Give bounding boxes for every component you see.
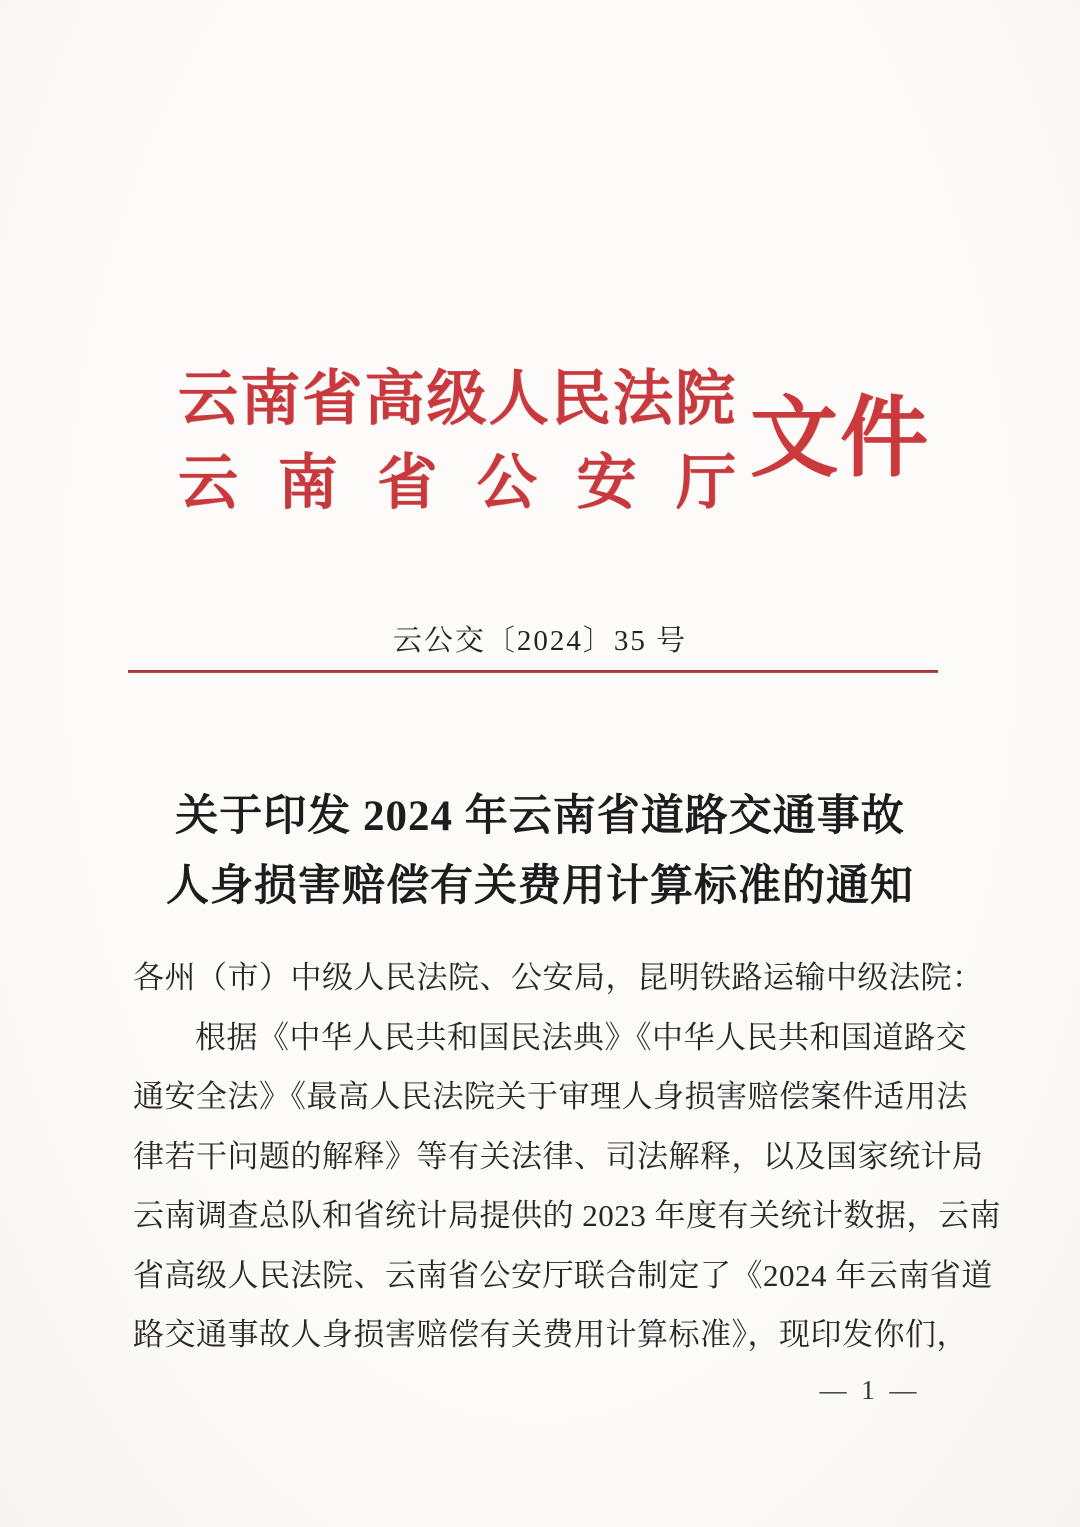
paragraph-line: 云南调查总队和省统计局提供的 2023 年度有关统计数据，云南	[133, 1198, 1001, 1233]
paragraph-line: 通安全法》《最高人民法院关于审理人身损害赔偿案件适用法	[133, 1079, 968, 1114]
agency-name-court: 云南省高级人民法院	[178, 366, 736, 432]
doc-title-line-1: 关于印发 2024 年云南省道路交通事故	[175, 793, 905, 840]
paragraph-line: 根据《中华人民共和国民法典》《中华人民共和国道路交	[195, 1019, 967, 1055]
paragraph-line: 省高级人民法院、云南省公安厅联合制定了《2024 年云南省道	[133, 1257, 993, 1293]
doc-title-line-2: 人身损害赔偿有关费用计算标准的通知	[166, 863, 914, 910]
paragraph-line: 路交通事故人身损害赔偿有关费用计算标准》，现印发你们，	[133, 1317, 968, 1352]
body-text	[133, 948, 1001, 1365]
paragraph-line: 律若干问题的解释》等有关法律、司法解释，以及国家统计局	[133, 1138, 984, 1174]
doc-title	[90, 782, 990, 922]
page-number: — 1 —	[819, 1375, 921, 1405]
salutation-line: 各州（市）中级人民法院、公安局，昆明铁路运输中级法院：	[133, 960, 984, 995]
agency-name-police: 云南省公安厅	[178, 450, 736, 516]
agency-names	[178, 368, 736, 514]
red-divider-line	[128, 670, 938, 673]
doc-type-label: 文件	[750, 391, 931, 488]
doc-number: 云公交〔2024〕35 号	[392, 625, 688, 657]
